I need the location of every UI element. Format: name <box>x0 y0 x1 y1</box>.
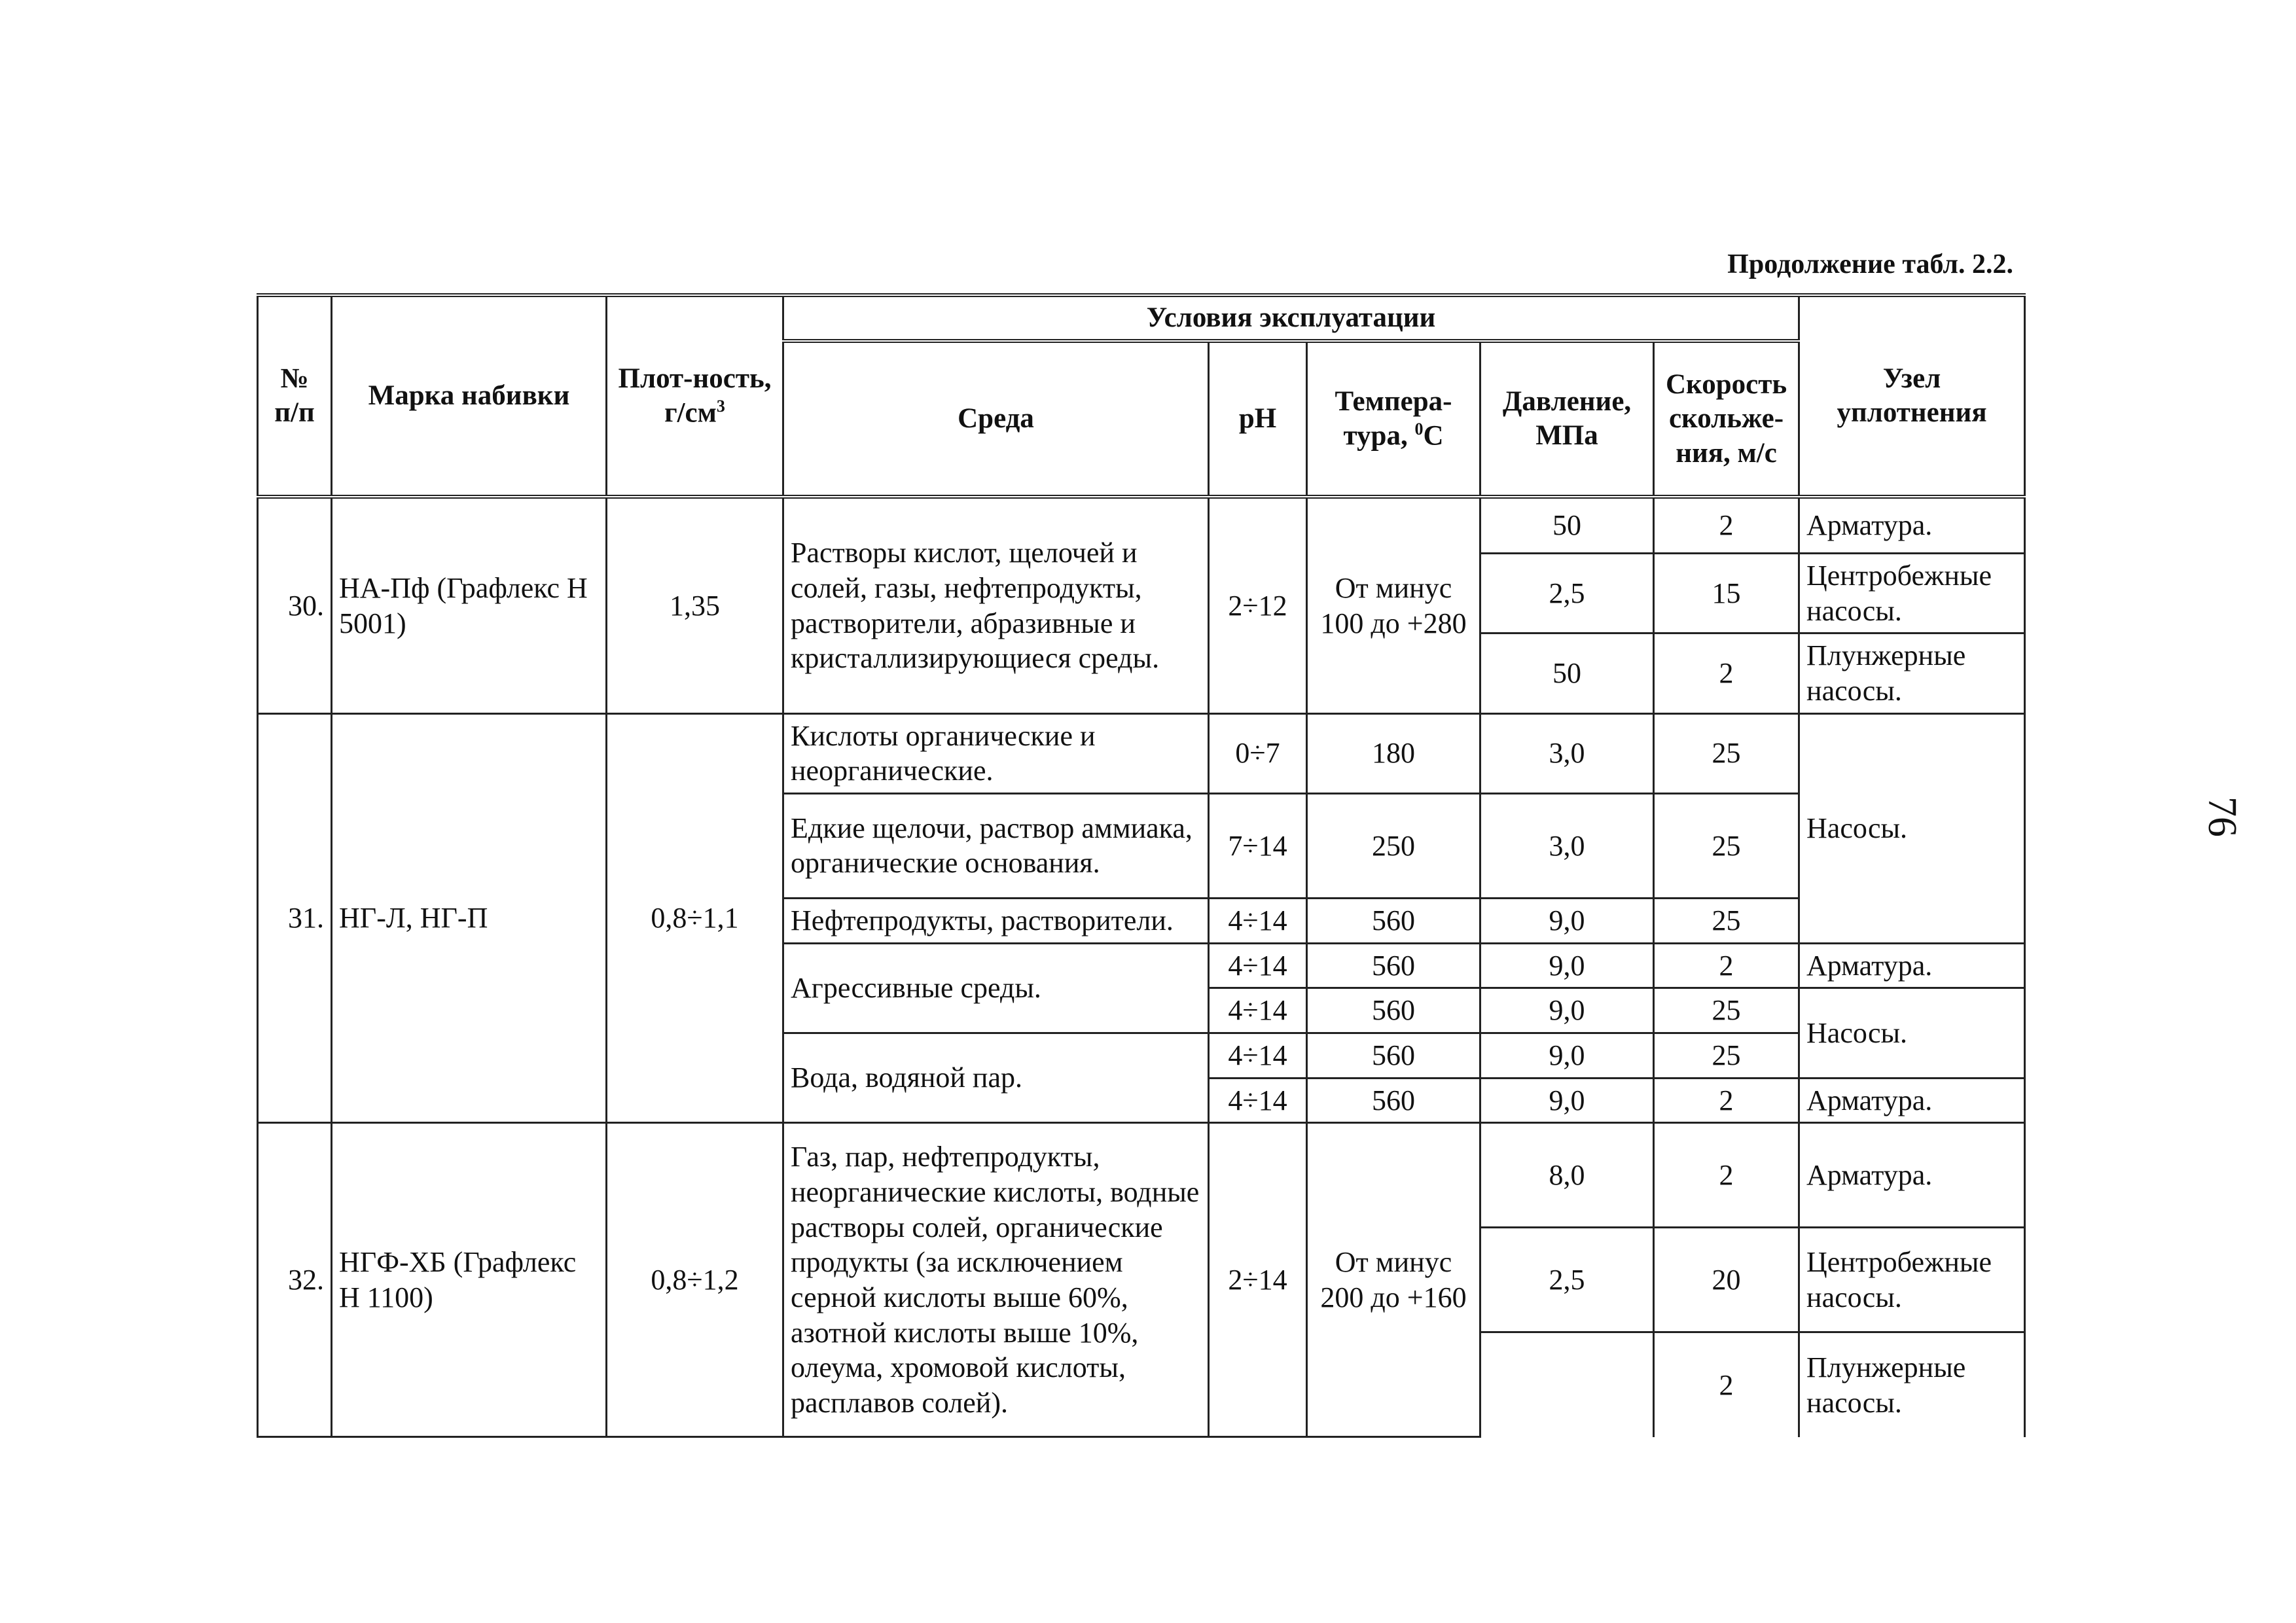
cell-pressure: 3,0 <box>1480 793 1654 898</box>
cell-medium: Вода, водяной пар. <box>783 1033 1209 1123</box>
cell-pressure: 2,5 <box>1480 553 1654 633</box>
cell-temp: 560 <box>1307 943 1480 988</box>
cell-temp: 560 <box>1307 898 1480 943</box>
row-brand: НГ-Л, НГ-П <box>332 713 607 1123</box>
cell-medium: Нефтепродукты, растворители. <box>783 898 1209 943</box>
cell-pressure: 50 <box>1480 633 1654 713</box>
cell-ph: 4÷14 <box>1209 1033 1307 1079</box>
cell-speed: 2 <box>1654 1078 1799 1123</box>
cell-ph: 0÷7 <box>1209 713 1307 793</box>
row-brand: НГФ-ХБ (Графлекс Н 1100) <box>332 1123 607 1437</box>
cell-node: Центробежные насосы. <box>1799 1228 2025 1332</box>
cell-pressure: 9,0 <box>1480 988 1654 1033</box>
cell-pressure: 9,0 <box>1480 898 1654 943</box>
header-node: Узел уплотнения <box>1799 295 2025 497</box>
cell-pressure: 9,0 <box>1480 1033 1654 1079</box>
row-num: 30. <box>258 497 332 713</box>
cell-pressure: 9,0 <box>1480 1078 1654 1123</box>
row-num: 32. <box>258 1123 332 1437</box>
table-row <box>258 497 2025 553</box>
cell-speed: 25 <box>1654 793 1799 898</box>
cell-node: Арматура. <box>1799 1123 2025 1228</box>
cell-speed: 25 <box>1654 898 1799 943</box>
cell-speed: 2 <box>1654 633 1799 713</box>
cell-speed: 20 <box>1654 1228 1799 1332</box>
cell-pressure <box>1480 1332 1654 1437</box>
cell-pressure: 8,0 <box>1480 1123 1654 1228</box>
cell-temp: 560 <box>1307 1078 1480 1123</box>
cell-node: Арматура. <box>1799 497 2025 553</box>
header-ph: pH <box>1209 341 1307 497</box>
cell-speed: 25 <box>1654 1033 1799 1079</box>
header-temp-sup: 0 <box>1414 419 1424 439</box>
cell-ph: 4÷14 <box>1209 988 1307 1033</box>
cell-node: Плунжерные насосы. <box>1799 633 2025 713</box>
row-density: 0,8÷1,2 <box>607 1123 783 1437</box>
row-num: 31. <box>258 713 332 1123</box>
cell-pressure: 9,0 <box>1480 943 1654 988</box>
cell-medium: Едкие щелочи, раствор аммиака, органические основания. <box>783 793 1209 898</box>
cell-ph: 4÷14 <box>1209 943 1307 988</box>
cell-ph: 4÷14 <box>1209 898 1307 943</box>
header-density-sup: 3 <box>716 397 725 416</box>
cell-speed: 2 <box>1654 943 1799 988</box>
table-caption: Продолжение табл. 2.2. <box>1727 249 2013 279</box>
header-temp <box>1307 341 1480 497</box>
header-speed: Скорость скольже-ния, м/с <box>1654 341 1799 497</box>
header-density <box>607 295 783 497</box>
cell-temp: 560 <box>1307 1033 1480 1079</box>
cell-speed: 25 <box>1654 713 1799 793</box>
cell-speed: 2 <box>1654 1332 1799 1437</box>
cell-temp: 560 <box>1307 988 1480 1033</box>
cell-ph: 4÷14 <box>1209 1078 1307 1123</box>
row-ph: 2÷12 <box>1209 497 1307 713</box>
header-num: № п/п <box>258 295 332 497</box>
row-density: 1,35 <box>607 497 783 713</box>
table-row <box>258 1123 2025 1228</box>
cell-medium: Агрессивные среды. <box>783 943 1209 1033</box>
cell-node: Насосы. <box>1799 988 2025 1078</box>
cell-speed: 15 <box>1654 553 1799 633</box>
header-temp-unit: С <box>1423 420 1444 452</box>
cell-speed: 2 <box>1654 1123 1799 1228</box>
cell-temp: 250 <box>1307 793 1480 898</box>
row-density: 0,8÷1,1 <box>607 713 783 1123</box>
cell-speed: 25 <box>1654 988 1799 1033</box>
header-pressure: Давление, МПа <box>1480 341 1654 497</box>
page-number: 76 <box>2200 796 2244 837</box>
cell-node: Центробежные насосы. <box>1799 553 2025 633</box>
cell-speed: 2 <box>1654 497 1799 553</box>
cell-pressure: 50 <box>1480 497 1654 553</box>
cell-node: Арматура. <box>1799 943 2025 988</box>
row-temp: От минус 100 до +280 <box>1307 497 1480 713</box>
cell-node: Насосы. <box>1799 713 2025 943</box>
header-density-text: Плот-ность, г/см <box>618 363 772 429</box>
row-medium: Растворы кислот, щелочей и солей, газы, нефтепродукты, растворители, абразивные и кристаллизирующиеся среды. <box>783 497 1209 713</box>
cell-pressure: 2,5 <box>1480 1228 1654 1332</box>
cell-pressure: 3,0 <box>1480 713 1654 793</box>
table-row <box>258 713 2025 793</box>
header-temp-text: Темпера-тура, <box>1335 385 1452 452</box>
row-medium: Газ, пар, нефтепродукты, неорганические кислоты, водные растворы солей, органические продукты (за исключением серной кислоты выше 60%, азотной кислоты выше 10%, олеума, хромовой кислоты, расплавов солей). <box>783 1123 1209 1437</box>
row-ph: 2÷14 <box>1209 1123 1307 1437</box>
row-temp: От минус 200 до +160 <box>1307 1123 1480 1437</box>
cell-medium: Кислоты органические и неорганические. <box>783 713 1209 793</box>
row-brand: НА-Пф (Графлекс Н 5001) <box>332 497 607 713</box>
header-conditions: Условия эксплуатации <box>783 295 1799 341</box>
header-medium: Среда <box>783 341 1209 497</box>
cell-node: Арматура. <box>1799 1078 2025 1123</box>
cell-ph: 7÷14 <box>1209 793 1307 898</box>
cell-node: Плунжерные насосы. <box>1799 1332 2025 1437</box>
cell-temp: 180 <box>1307 713 1480 793</box>
packing-table <box>257 293 2026 1438</box>
header-brand: Марка набивки <box>332 295 607 497</box>
